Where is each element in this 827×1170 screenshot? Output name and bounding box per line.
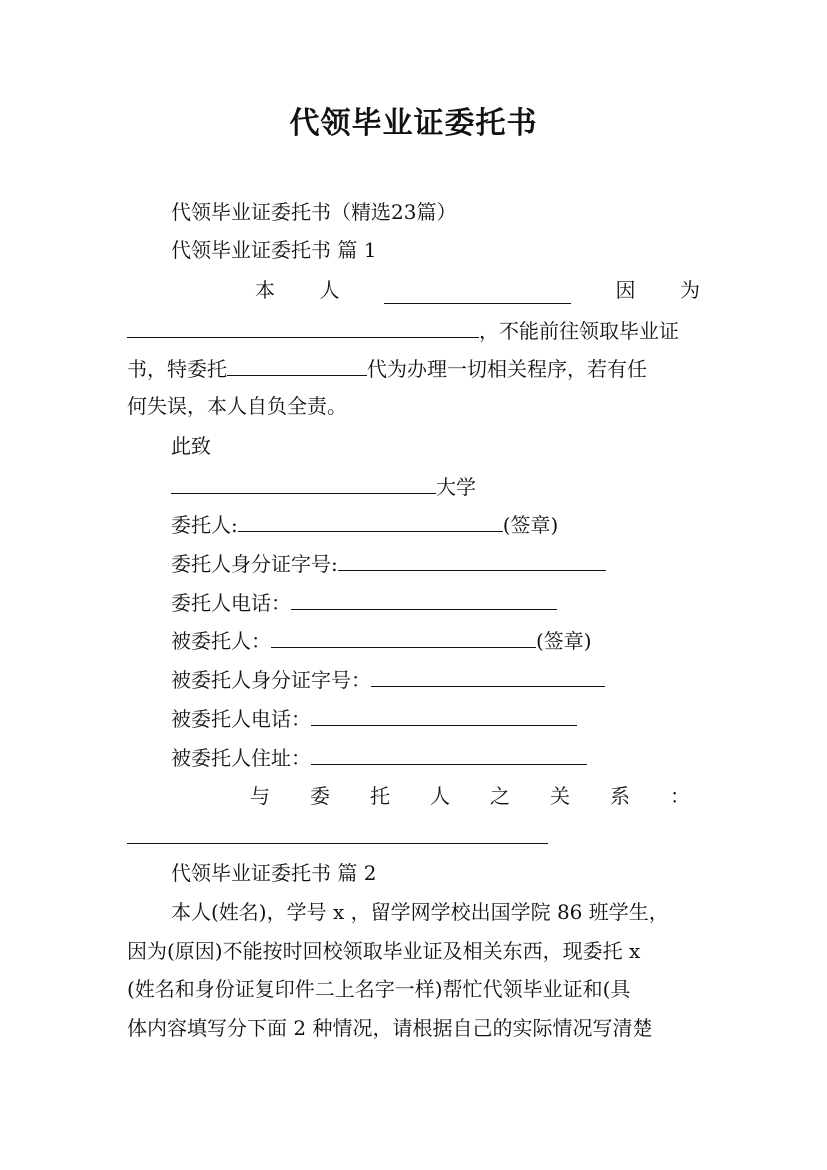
agent-name-blank <box>227 353 367 376</box>
word-wei: 为 <box>680 278 700 302</box>
client-id-line <box>171 548 606 578</box>
client-phone-line <box>171 587 557 617</box>
agent-address-line <box>171 742 587 772</box>
university-suffix: 大学 <box>436 475 476 499</box>
agent-id-line <box>171 664 605 694</box>
section-1-heading: 代领毕业证委托书 篇 1 <box>171 238 377 262</box>
agent-address-label: 被委托人住址： <box>171 746 311 770</box>
client-seal-label: (签章) <box>502 513 559 537</box>
statement-line-1 <box>255 276 700 304</box>
relation-char: 托 <box>370 784 390 808</box>
university-blank <box>171 471 436 494</box>
client-id-label: 委托人身分证字号: <box>171 552 338 576</box>
word-ben: 本 <box>255 278 275 302</box>
relation-char: ： <box>670 784 690 808</box>
client-phone-label: 委托人电话： <box>171 591 291 615</box>
client-id-blank <box>338 548 606 571</box>
relation-char: 之 <box>490 784 510 808</box>
relation-blank-line <box>127 821 548 851</box>
agent-id-label: 被委托人身分证字号： <box>171 668 371 692</box>
name-blank <box>384 281 571 304</box>
client-phone-blank <box>291 587 557 610</box>
relation-line <box>250 782 690 810</box>
statement-line-4: 何失误，本人自负全责。 <box>127 394 347 418</box>
statement-line-2 <box>127 315 679 345</box>
agent-line <box>171 625 592 655</box>
relation-char: 人 <box>430 784 450 808</box>
section-2-line: 体内容填写分下面 2 种情况，请根据自己的实际情况写清楚 <box>127 1016 653 1040</box>
agent-id-blank <box>371 664 605 687</box>
section-2-line: (姓名和身份证复印件二上名字一样)帮忙代领毕业证和(具 <box>127 977 631 1001</box>
document-title: 代领毕业证委托书 <box>289 106 538 141</box>
section-2-line: 本人(姓名)，学号 x ，留学网学校出国学院 86 班学生， <box>171 900 669 924</box>
relation-char: 与 <box>250 784 270 808</box>
statement-line-3-tail: 代为办理一切相关程序，若有任 <box>367 357 647 381</box>
agent-phone-label: 被委托人电话： <box>171 707 311 731</box>
statement-line-3-head: 书，特委托 <box>127 357 227 381</box>
statement-line-2-text: ，不能前往领取毕业证 <box>479 319 679 343</box>
relation-char: 委 <box>310 784 330 808</box>
agent-label: 被委托人： <box>171 629 271 653</box>
word-yin: 因 <box>615 278 636 302</box>
agent-phone-blank <box>311 703 577 726</box>
statement-line-3 <box>127 353 647 383</box>
agent-phone-line <box>171 703 577 733</box>
section-2-heading: 代领毕业证委托书 篇 2 <box>171 861 377 885</box>
university-line <box>171 471 476 501</box>
client-line <box>171 509 558 539</box>
section-2-line: 因为(原因)不能按时回校领取毕业证及相关东西，现委托 x <box>127 939 641 963</box>
relation-char: 关 <box>550 784 570 808</box>
agent-blank <box>271 625 536 648</box>
document-subtitle: 代领毕业证委托书（精选23篇） <box>171 200 457 224</box>
reason-blank <box>127 315 479 338</box>
word-ren: 人 <box>319 278 340 302</box>
relation-blank <box>127 821 548 844</box>
client-label: 委托人: <box>171 513 238 537</box>
agent-seal-label: (签章) <box>536 629 592 653</box>
client-blank <box>238 509 503 532</box>
agent-address-blank <box>311 742 587 765</box>
salutation: 此致 <box>171 434 211 458</box>
relation-char: 系 <box>610 784 630 808</box>
